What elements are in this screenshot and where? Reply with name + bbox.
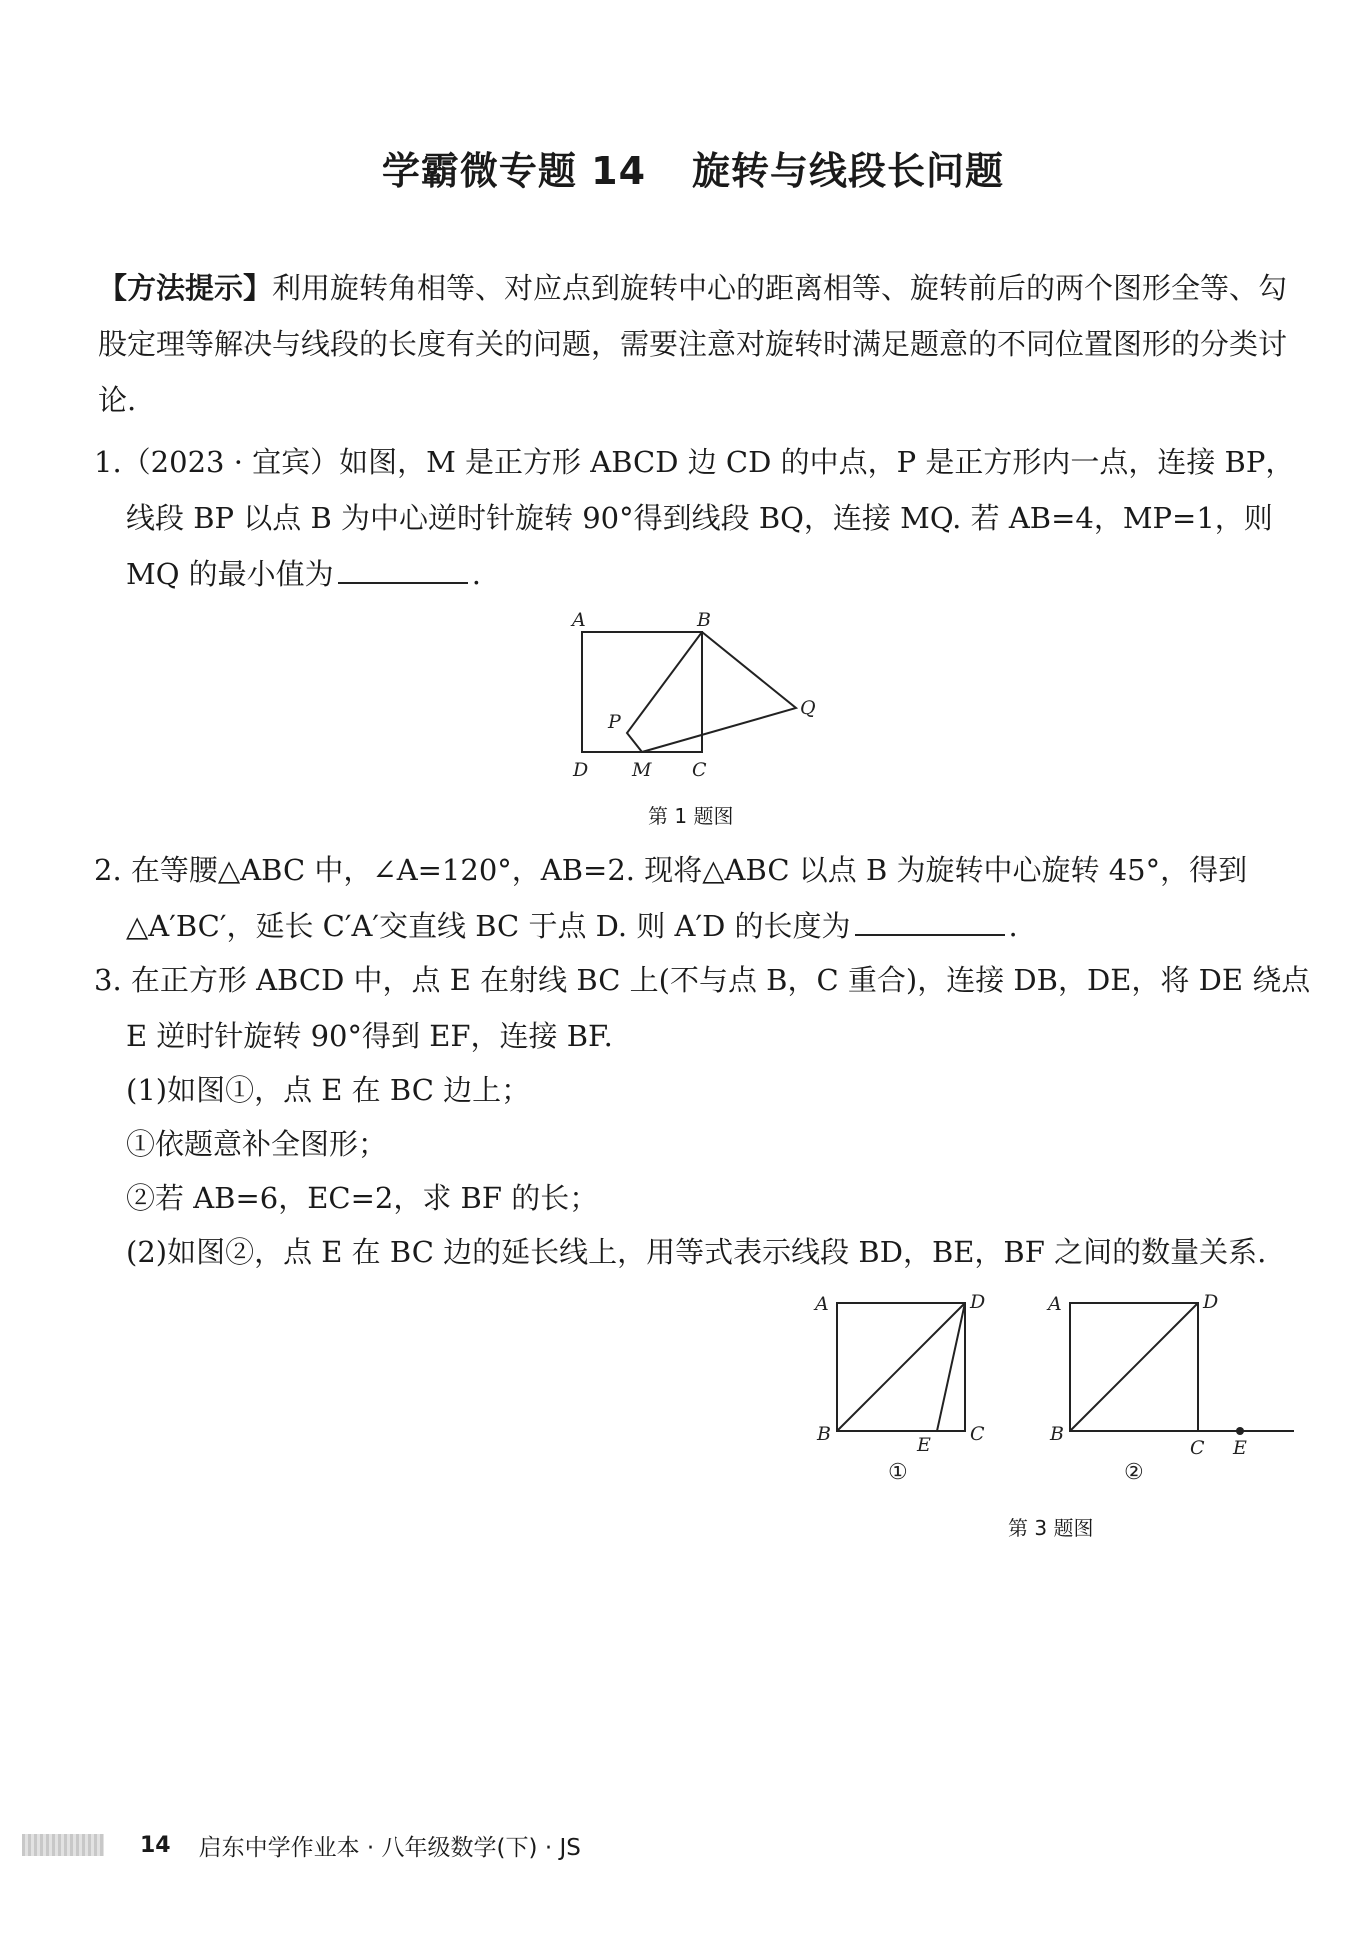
- q3-figures: [800, 1278, 1300, 1498]
- q1-label-d: D: [573, 759, 589, 781]
- q1-line2: 线段 BP 以点 B 为中心逆时针旋转 90°得到线段 BQ，连接 MQ. 若 AB=4，MP=1，则: [126, 501, 1273, 535]
- q1-label-p: P: [608, 711, 621, 733]
- q3-fig1-label-d: D: [970, 1291, 986, 1313]
- q1-segments-bq-qm: [642, 632, 796, 752]
- q1-caption: 第 1 题图: [648, 804, 734, 828]
- q3-fig2-label-b: B: [1050, 1423, 1064, 1445]
- q3-fig1-label-e: E: [917, 1434, 931, 1456]
- title-number: 学霸微专题 14: [381, 149, 647, 193]
- q3-fig2-point-e: [1236, 1427, 1244, 1435]
- q3-line2: E 逆时针旋转 90°得到 EF，连接 BF.: [126, 1019, 613, 1053]
- q3-fig1-number: ①: [888, 1460, 908, 1485]
- footer-bar: [22, 1834, 104, 1856]
- q1-line3: MQ 的最小值为 .: [126, 552, 481, 593]
- book-title: 启东中学作业本 · 八年级数学(下) · JS: [198, 1834, 581, 1861]
- q1-line1: 1.（2023 · 宜宾）如图，M 是正方形 ABCD 边 CD 的中点，P 是正方形内一点，连接 BP，: [94, 445, 1295, 479]
- q3-fig1-label-b: B: [817, 1423, 831, 1445]
- method-tip-text: 利用旋转角相等、对应点到旋转中心的距离相等、旋转前后的两个图形全等、勾股定理等解决与线段的长度有关的问题，需要注意对旋转时满足题意的不同位置图形的分类讨论.: [98, 271, 1288, 417]
- method-tip-label: 【方法提示】: [98, 271, 273, 305]
- q1-answer-blank[interactable]: [338, 552, 468, 584]
- title-text: 旋转与线段长问题: [692, 149, 1005, 193]
- q1-label-m: M: [632, 759, 652, 781]
- q3-fig1-de: [937, 1303, 965, 1431]
- page-title: [0, 140, 1350, 195]
- q3-fig1-db: [837, 1303, 965, 1431]
- q2-line1: 2. 在等腰△ABC 中，∠A=120°，AB=2. 现将△ABC 以点 B 为旋转中心旋转 45°，得到: [94, 853, 1248, 887]
- q1-label-b: B: [697, 609, 711, 631]
- q1-line3-text: MQ 的最小值为: [126, 557, 334, 591]
- q1-segments-bp-pm: [627, 632, 702, 752]
- q2-line2: △A′BC′，延长 C′A′交直线 BC 于点 D. 则 A′D 的长度为 .: [126, 904, 1018, 945]
- q3-fig2-label-c: C: [1190, 1437, 1205, 1459]
- footer: [22, 1825, 581, 1865]
- q3-fig2-label-a: A: [1048, 1293, 1062, 1315]
- method-tip: [98, 260, 1298, 428]
- q2-line2-text: △A′BC′，延长 C′A′交直线 BC 于点 D. 则 A′D 的长度为: [126, 909, 851, 943]
- q3-line1: 3. 在正方形 ABCD 中，点 E 在射线 BC 上(不与点 B，C 重合)，连接 DB，DE，将 DE 绕点: [94, 963, 1311, 997]
- q3-part1: (1)如图①，点 E 在 BC 边上；: [126, 1073, 531, 1107]
- q3-fig2-label-e: E: [1233, 1437, 1247, 1459]
- q1-figure: [560, 600, 830, 790]
- q3-fig1-label-c: C: [970, 1423, 985, 1445]
- q3-fig1-label-a: A: [815, 1293, 829, 1315]
- q1-label-c: C: [692, 759, 707, 781]
- q1-square: [582, 632, 702, 752]
- q3-part2: (2)如图②，点 E 在 BC 边的延长线上，用等式表示线段 BD，BE，BF 之间的数量关系.: [126, 1235, 1267, 1269]
- q3-caption: 第 3 题图: [1008, 1516, 1094, 1540]
- q3-sub1: ①依题意补全图形；: [126, 1127, 388, 1161]
- q2-answer-blank[interactable]: [855, 904, 1005, 936]
- q1-label-a: A: [572, 609, 586, 631]
- q3-sub2: ②若 AB=6，EC=2，求 BF 的长；: [126, 1181, 599, 1215]
- page-number: 14: [140, 1832, 171, 1858]
- q3-fig2-label-d: D: [1203, 1291, 1219, 1313]
- q3-fig2-db: [1070, 1303, 1198, 1431]
- q1-label-q: Q: [800, 697, 816, 719]
- q3-fig2-number: ②: [1124, 1460, 1144, 1485]
